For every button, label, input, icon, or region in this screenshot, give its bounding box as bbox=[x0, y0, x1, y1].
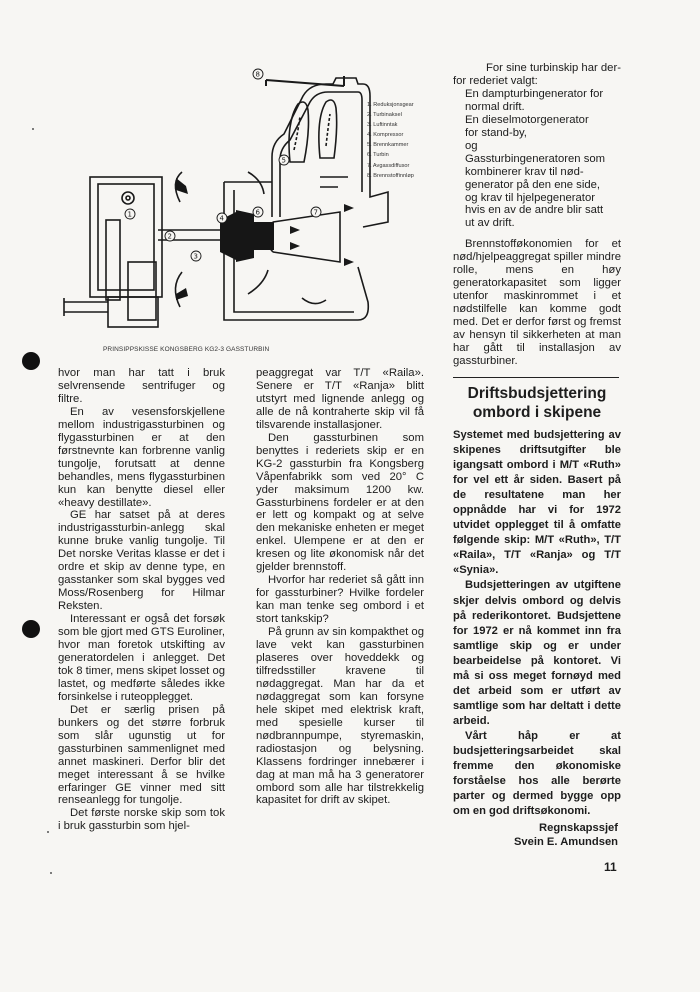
signature bbox=[453, 821, 618, 849]
callout-1: 1 bbox=[127, 210, 132, 219]
figure-caption: PRINSIPPSKISSE KONGSBERG KG2-3 GASSTURBIN bbox=[103, 346, 270, 353]
print-speck bbox=[47, 831, 49, 833]
paragraph: På grunn av sin kompakthet og lave vekt kan gassturbinen plaseres over hoveddekk og tilfredsstiller kravene til nødaggregat. Man har da et nødaggregat som kan forsyne hele skipet med elektrisk kraft, med spesielle kurser til nødbrannpumpe, styremaskin, radiostasjon og belysning. Klassens fordringer innebærer i dag at man må ha 3 generatorer ombord som alle har tilstrekkelig kapasitet for drift av skipet. bbox=[256, 626, 424, 807]
paragraph: Systemet med budsjettering av skipenes driftsutgifter ble igangsatt ombord i M/T «Ruth» for vel ett år siden. Basert på de resultatene man her oppnådde har vi for 1972 utvidet opplegget til å omfatte følgende skip: M/T «Ruth», T/T «Raila», T/T «Ranja» og T/T «Synia». bbox=[453, 429, 621, 577]
paragraph: Hvorfor har rederiet så gått inn for gassturbiner? Hvilke fordeler kan man tenke seg ombord i et stort tankskip? bbox=[256, 574, 424, 626]
callout-3: 3 bbox=[193, 252, 198, 261]
bold-article bbox=[453, 428, 621, 819]
paragraph: Brennstofføkonomien for et nød/hjelpeaggregat spiller mindre rolle, mens en høy generatorkapasitet som ligger utenfor maskinrommet i et nødstilfelle kan komme godt med. Det er derfor først og fremst av hensyn til sikkerheten at man har gått til installasjon av gassturbiner. bbox=[453, 238, 621, 367]
left-column bbox=[58, 367, 225, 833]
text-line: for stand-by, bbox=[465, 126, 527, 139]
signature-name: Svein E. Amundsen bbox=[513, 836, 618, 848]
legend-item: 3. Luftinntak bbox=[367, 122, 398, 129]
text-line: hvis en av de andre blir satt bbox=[465, 204, 604, 217]
paragraph: Vårt håp er at budsjetteringsarbeidet skal fremme den økonomiske forståelse hos alle berørte parter og dermed bygge opp om en god driftsøkonomi. bbox=[453, 729, 621, 818]
callout-8: 8 bbox=[255, 70, 260, 79]
text-line: for rederiet valgt: bbox=[453, 74, 538, 87]
legend-item: 8. Brennstoffinnløp bbox=[367, 172, 414, 179]
callout-2: 2 bbox=[167, 232, 172, 241]
paragraph: hvor man har tatt i bruk selvrensende sentrifuger og filtre. bbox=[58, 367, 225, 405]
paragraph: Det er særlig prisen på bunkers og det større forbruk som slår ugunstig ut for gassturbinen sammenlignet med annet maskineri. Derfor blir det meget interessant å se hvilke erfaringer GE vinner med sitt renseanlegg for tungolje. bbox=[58, 703, 225, 807]
signature-title: Regnskapssjef bbox=[539, 822, 618, 834]
text-line: og bbox=[465, 139, 478, 152]
paragraph: peaggregat var T/T «Raila». Senere er T/T «Ranja» blitt utstyrt med lignende anlegg og alle de nå kontraherte skip vil få tilsvarende installasjoner. bbox=[256, 367, 424, 431]
print-speck bbox=[50, 872, 52, 874]
paragraph: Budsjetteringen av utgiftene skjer delvis ombord og delvis på rederikontoret. Budsjettene for 1972 er nå kommet inn fra samtlige skip og er under bearbeidelse på kontoret. Vi må si oss meget fornøyd med det arbeid som er utført av samtlige som har deltatt i dette arbeid. bbox=[453, 579, 621, 727]
paragraph: Det første norske skip som tok i bruk gassturbin som hjel- bbox=[58, 807, 225, 833]
paragraph: Interessant er også det forsøk som ble gjort med GTS Euroliner, hvor man foretok utskifting av generatordelen i anlegget. Det tok 8 timer, mens skipet losset og lastet, og medførte således ikke forsinkelse i ruteopplegget. bbox=[58, 613, 226, 703]
right-column-intro bbox=[453, 62, 621, 230]
binder-hole-top bbox=[22, 352, 40, 370]
section-heading: Driftsbudsjettering ombord i skipene bbox=[467, 385, 607, 421]
text-line: normal drift. bbox=[465, 100, 525, 113]
text-line: generator på den ene side, bbox=[465, 178, 601, 191]
paragraph: En av vesensforskjellene mellom industrigassturbinen og flygassturbinen er at den førstnevnte kan forbrenne vanlig tungolje, forutsatt at denne behandles, mens flygassturbinen kun kan benytte diesel eller «heavy destillate». bbox=[58, 405, 225, 509]
legend-item: 7. Avgassdiffusor bbox=[367, 162, 410, 169]
binder-hole-bottom bbox=[22, 620, 40, 638]
callout-4: 4 bbox=[219, 214, 224, 223]
text-line: En dampturbingenerator for bbox=[465, 87, 604, 100]
legend-item: 2. Turbinaksel bbox=[367, 112, 402, 119]
text-line: Gassturbingeneratoren som bbox=[465, 152, 606, 165]
page-number: 11 bbox=[604, 860, 617, 874]
text-line: For sine turbinskip har der- bbox=[486, 62, 621, 74]
legend-item: 1. Reduksjonsgear bbox=[367, 102, 414, 108]
text-line: og krav til hjelpegenerator bbox=[465, 191, 595, 204]
right-column-para2 bbox=[453, 238, 621, 368]
figure-legend bbox=[367, 100, 414, 181]
legend-item: 5. Brennkammer bbox=[367, 142, 409, 149]
legend-item: 4. Kompressor bbox=[367, 132, 404, 139]
callout-7: 7 bbox=[313, 208, 318, 217]
paragraph: Den gassturbinen som benyttes i rederiets skip er en KG-2 gassturbin fra Kongsberg Våpenfabrikk som ved 20° C yder maksimum 1200 kw. Gassturbinens fordeler er at den er lett og kompakt og at selve den mekaniske enheten er meget enkel. Ulempene er at den er kresen og lite økonomisk når det gjelder brennstoff. bbox=[256, 431, 424, 574]
middle-column bbox=[256, 367, 424, 807]
text-line: En dieselmotorgenerator bbox=[465, 113, 589, 126]
text-line: kombinerer krav til nød- bbox=[465, 165, 584, 178]
print-speck bbox=[32, 128, 34, 130]
heading-rule bbox=[453, 377, 619, 378]
text-line: ut av drift. bbox=[465, 217, 515, 230]
callout-5: 5 bbox=[281, 156, 286, 165]
callout-6: 6 bbox=[255, 208, 260, 217]
paragraph: GE har satset på at deres industrigassturbin-anlegg skal kunne bruke vanlig tungolje. Til Det norske Veritas klasse er det i ordre et skip av denne type, en gasstanker som skal bygges ved Moss/Rosenberg for Hilmar Reksten. bbox=[58, 509, 225, 613]
legend-item: 6. Turbin bbox=[367, 152, 389, 159]
